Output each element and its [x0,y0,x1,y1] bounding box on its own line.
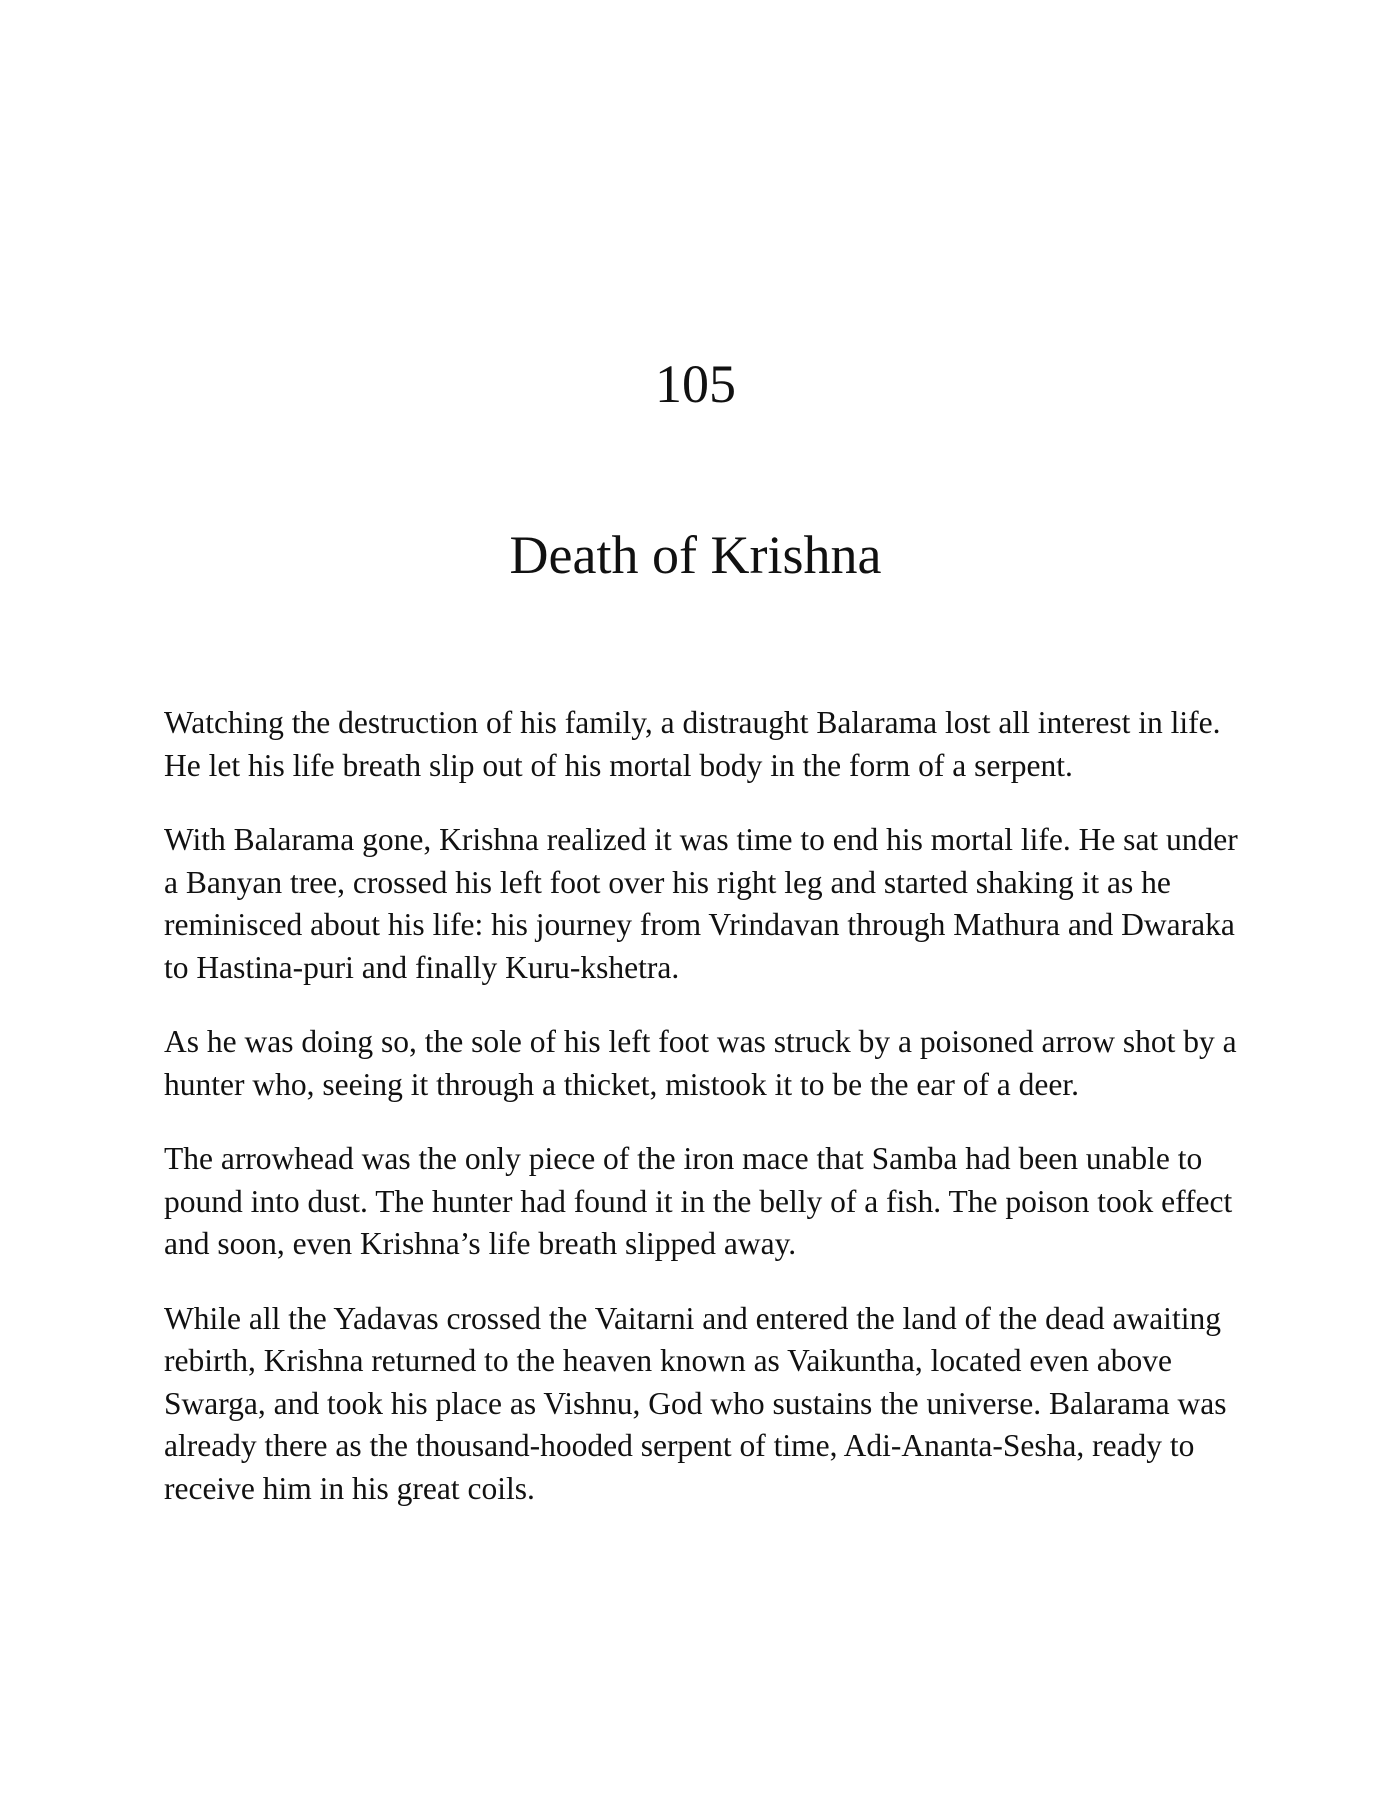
paragraph: The arrowhead was the only piece of the iron mace that Samba had been unable to pound into dust. The hunter had found it in the belly of a fish. The poison took effect and soon, even Krishna’s life breath slipped away. [164,1141,1233,1261]
chapter-body [164,702,1246,1542]
paragraph: As he was doing so, the sole of his left foot was struck by a poisoned arrow shot by a hunter who, seeing it through a thicket, mistook it to be the ear of a deer. [164,1024,1237,1102]
chapter-title: Death of Krishna [509,525,882,585]
paragraph: While all the Yadavas crossed the Vaitarni and entered the land of the dead awaiting rebirth, Krishna returned to the heaven known as Vaikuntha, located even above Swarga, and took his place as Vishnu, God who sustains the universe. Balarama was already there as the thousand-hooded serpent of time, Adi-Ananta-Sesha, ready to receive him in his great coils. [164,1300,1227,1506]
paragraph: With Balarama gone, Krishna realized it was time to end his mortal life. He sat under a Banyan tree, crossed his left foot over his right leg and started shaking it as he reminisced about his life: his journey from Vrindavan through Mathura and Dwaraka to Hastina-puri and finally Kuru-kshetra. [164,822,1238,985]
chapter-number: 105 [655,354,736,414]
paragraph: Watching the destruction of his family, a distraught Balarama lost all interest in life. He let his life breath slip out of his mortal body in the form of a serpent. [164,705,1221,783]
